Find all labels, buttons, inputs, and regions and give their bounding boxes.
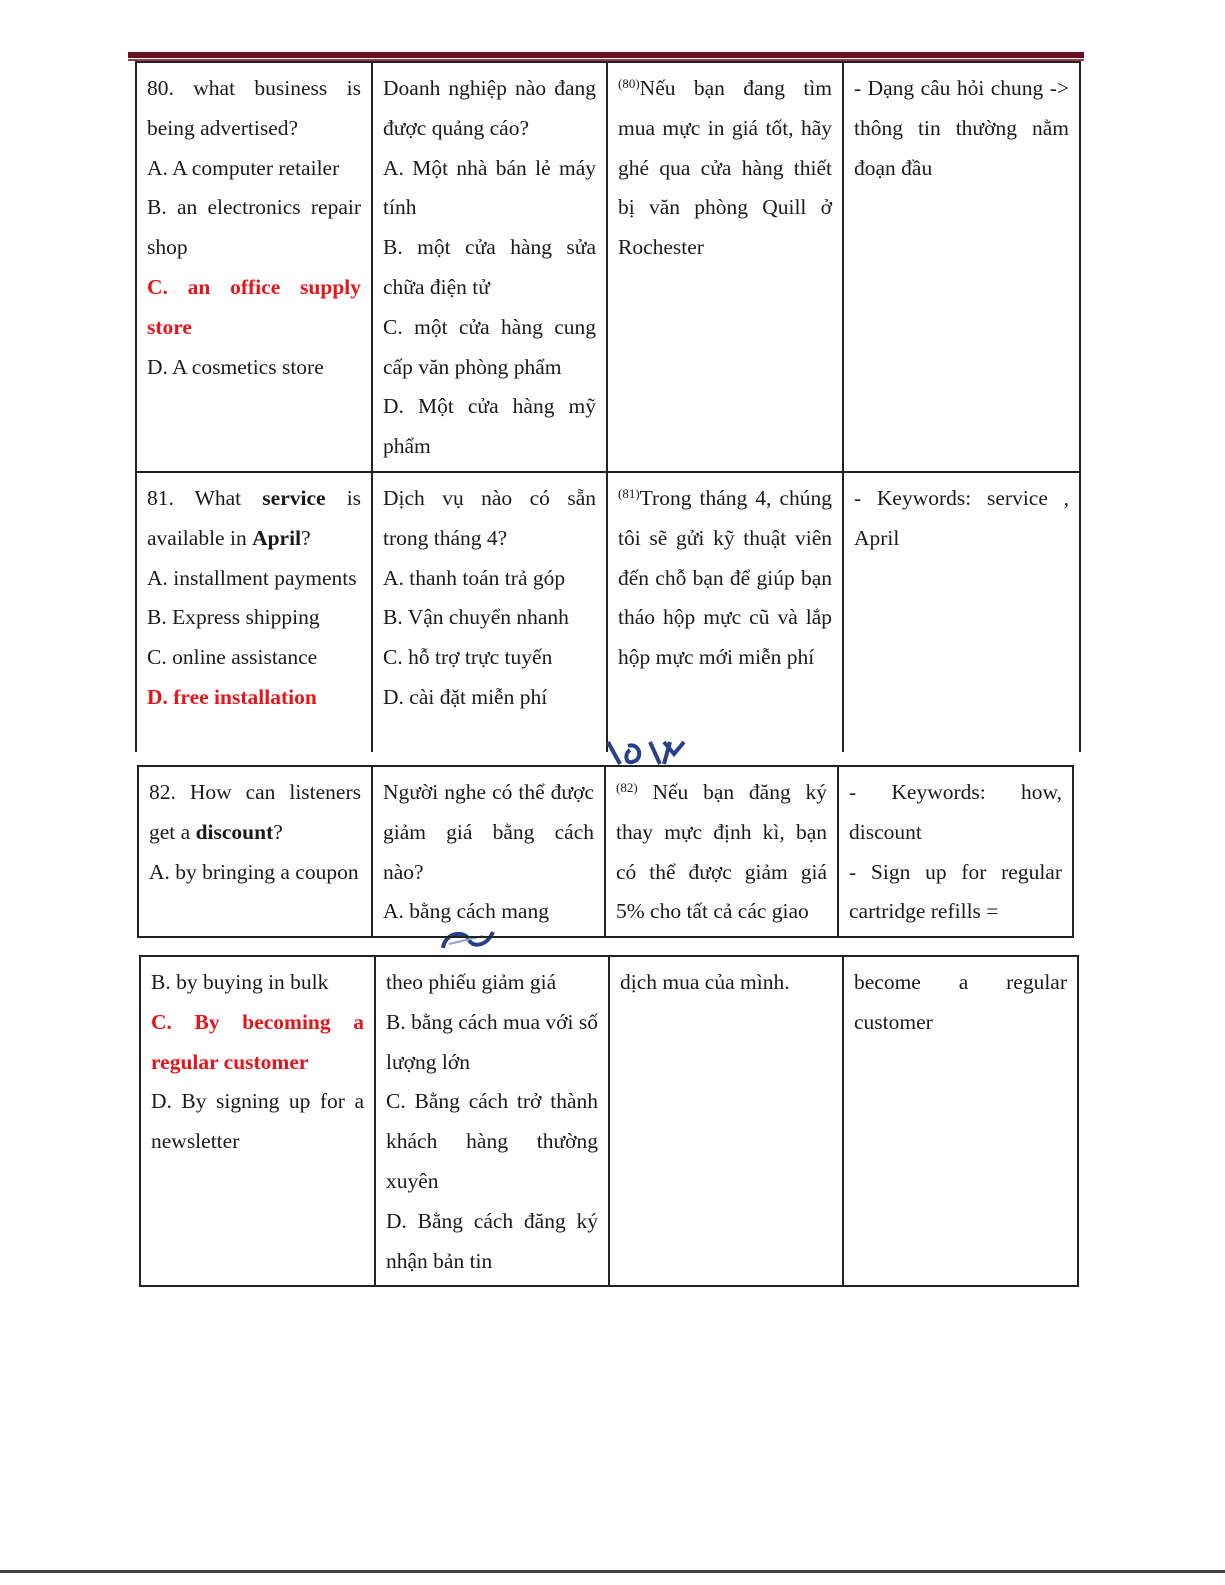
translation-c: C. Bằng cách trở thành khách hàng thường xuyên [386, 1089, 598, 1193]
translation-question: Người nghe có thể được giảm giá bằng cách nào? [383, 780, 594, 884]
answer-table-part-2 [137, 765, 1074, 938]
correct-answer: C. By becoming a regular customer [151, 1009, 364, 1074]
notes-cell [838, 766, 1073, 937]
keyword: discount [195, 819, 274, 844]
notes-cell [843, 62, 1080, 472]
translation-c: C. một cửa hàng cung cấp văn phòng phẩm [383, 314, 596, 379]
question-cell [138, 766, 372, 937]
keyword: service [262, 485, 326, 510]
translation-cell [372, 472, 607, 752]
watermark-fragment-icon [600, 740, 700, 766]
translation-a-cont: theo phiếu giảm giá [386, 970, 557, 994]
translation-d: D. Một cửa hàng mỹ phẩm [383, 394, 596, 459]
notes-text: - Keywords: service , April [854, 485, 1069, 550]
option-a: A. by bringing a coupon [149, 859, 359, 884]
translation-c: C. hỗ trợ trực tuyến [383, 645, 553, 670]
question-cell [136, 472, 372, 752]
option-d: D. A cosmetics store [147, 354, 324, 379]
translation-cell [375, 956, 609, 1286]
option-d: D. By signing up for a newsletter [151, 1089, 364, 1154]
transcript-cell [607, 62, 843, 472]
notes-text: become a regular customer [854, 970, 1067, 1034]
transcript-cell [609, 956, 843, 1286]
table-row [140, 956, 1078, 1286]
option-b: B. Express shipping [147, 605, 320, 630]
option-a: A. installment payments [147, 565, 357, 590]
reference-number: (82) [616, 780, 638, 795]
footer-rule [0, 1570, 1225, 1573]
translation-a: A. thanh toán trả góp [383, 565, 566, 590]
correct-answer: D. free installation [147, 684, 317, 709]
option-a: A. A computer retailer [147, 155, 340, 180]
transcript-cell [605, 766, 838, 937]
option-b: B. an electronics repair shop [147, 195, 361, 260]
table-row [136, 472, 1080, 752]
transcript-text: Nếu bạn đăng ký thay mực định kì, bạn có thể được giảm giá 5% cho tất cả các giao [616, 780, 828, 924]
question-text: 81. What service is available in April? [147, 485, 362, 550]
notes-text: - Keywords: how, discount [849, 780, 1062, 844]
question-cell [136, 62, 372, 472]
notes-text: - Sign up for regular cartridge refills = [849, 859, 1062, 924]
option-c: C. online assistance [147, 645, 318, 670]
header-rule [128, 52, 1084, 58]
transcript-cell [607, 472, 843, 752]
notes-cell [843, 472, 1080, 752]
notes-text: - Dạng câu hỏi chung -> thông tin thường nằm đoạn đầu [854, 76, 1069, 180]
answer-table-part-3 [139, 955, 1079, 1287]
translation-question: Dịch vụ nào có sẵn trong tháng 4? [383, 485, 596, 550]
reference-number: (80) [618, 76, 640, 91]
option-b: B. by buying in bulk [151, 970, 329, 994]
translation-b: B. bằng cách mua với số lượng lớn [386, 1009, 598, 1074]
keyword: April [252, 525, 302, 550]
translation-cell [372, 62, 607, 472]
question-text: 82. How can listeners get a discount? [149, 780, 361, 844]
transcript-text: Trong tháng 4, chúng tôi sẽ gửi kỹ thuật viên đến chỗ bạn để giúp bạn tháo hộp mực cũ và lắp hộp mực mới miễn phí [618, 485, 832, 670]
table-row [136, 62, 1080, 472]
translation-question: Doanh nghiệp nào đang được quảng cáo? [383, 76, 596, 140]
translation-d: D. cài đặt miễn phí [383, 684, 548, 709]
answer-table-part-1 [135, 61, 1081, 752]
translation-d: D. Bằng cách đăng ký nhận bản tin [386, 1208, 598, 1273]
translation-b: B. một cửa hàng sửa chữa điện tử [383, 235, 596, 299]
notes-cell [843, 956, 1078, 1286]
transcript-text: dịch mua của mình. [620, 970, 790, 994]
translation-cell [372, 766, 605, 937]
reference-number: (81) [618, 485, 640, 501]
table-row [138, 766, 1073, 937]
translation-a: A. Một nhà bán lẻ máy tính [383, 155, 596, 220]
question-cell [140, 956, 375, 1286]
transcript-text: Nếu bạn đang tìm mua mực in giá tốt, hãy ghé qua cửa hàng thiết bị văn phòng Quill ở Rochester [618, 76, 832, 260]
translation-a: A. bằng cách mang [383, 899, 549, 924]
translation-b: B. Vận chuyển nhanh [383, 605, 569, 630]
correct-answer: C. an office supply store [147, 274, 361, 339]
question-text: 80. what business is being advertised? [147, 76, 361, 140]
